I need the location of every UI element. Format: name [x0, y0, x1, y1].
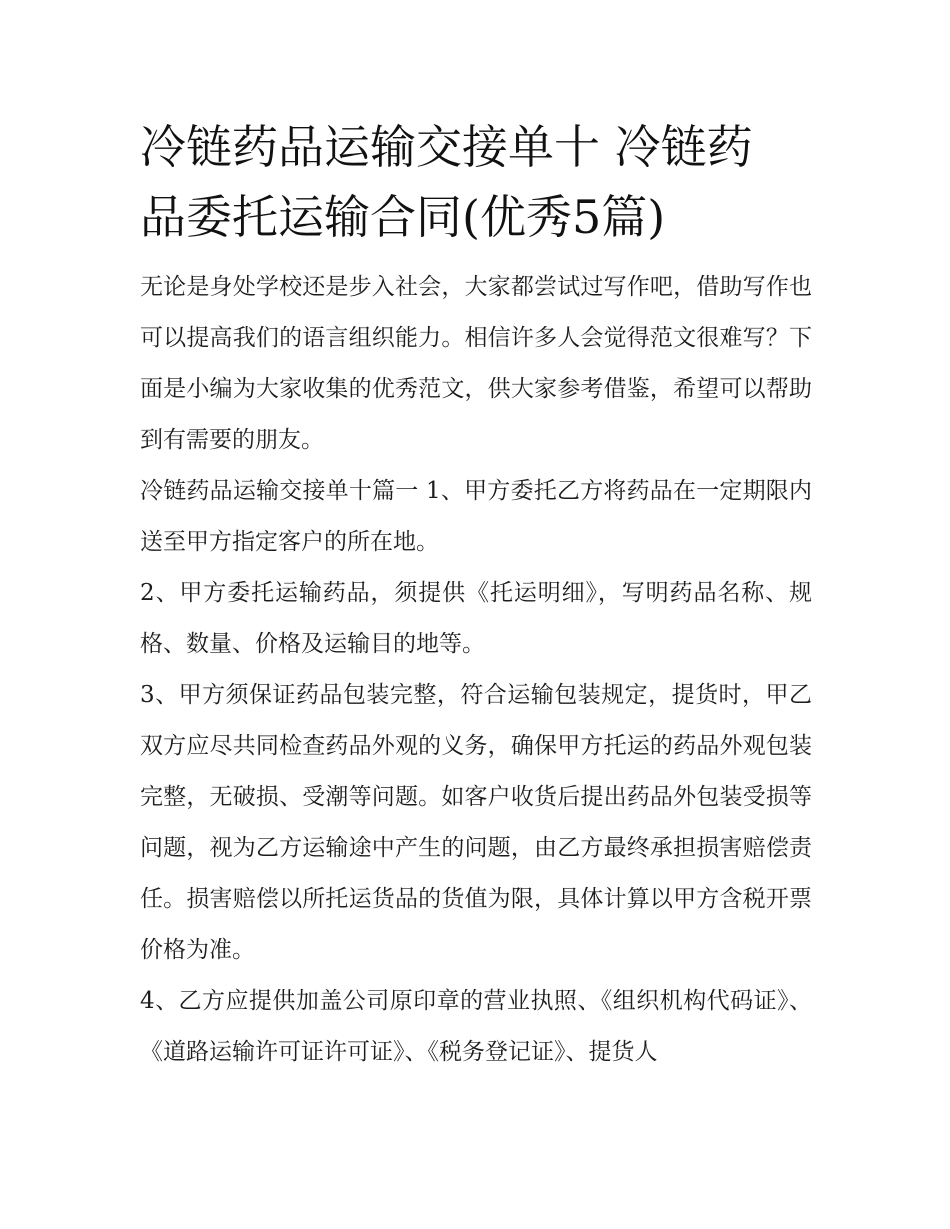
- clause-2-paragraph: 2、甲方委托运输药品，须提供《托运明细》，写明药品名称、规格、数量、价格及运输目的地等。: [140, 580, 812, 657]
- document-title: [140, 112, 812, 252]
- title-line-1: 冷链药品运输交接单十 冷链药: [140, 120, 753, 174]
- section-1-paragraph: 冷链药品运输交接单十篇一 1、甲方委托乙方将药品在一定期限内送至甲方指定客户的所在地。: [140, 478, 812, 555]
- clause-3-paragraph: 3、甲方须保证药品包装完整，符合运输包装规定，提货时，甲乙双方应尽共同检查药品外观的义务，确保甲方托运的药品外观包装完整，无破损、受潮等问题。如客户收货后提出药品外包装受损等问题，视为乙方运输途中产生的问题，由乙方最终承担损害赔偿责任。损害赔偿以所托运货品的货值为限，具体计算以甲方含税开票价格为准。: [140, 682, 812, 963]
- intro-paragraph: 无论是身处学校还是步入社会，大家都尝试过写作吧，借助写作也可以提高我们的语言组织能力。相信许多人会觉得范文很难写？下面是小编为大家收集的优秀范文，供大家参考借鉴，希望可以帮助到有需要的朋友。: [140, 274, 812, 453]
- document-page: [140, 112, 812, 1078]
- title-line-2: 品委托运输合同(优秀5篇): [140, 190, 666, 244]
- clause-4-paragraph: 4、乙方应提供加盖公司原印章的营业执照、《组织机构代码证》、《道路运输许可证许可证》、《税务登记证》、提货人: [140, 988, 812, 1065]
